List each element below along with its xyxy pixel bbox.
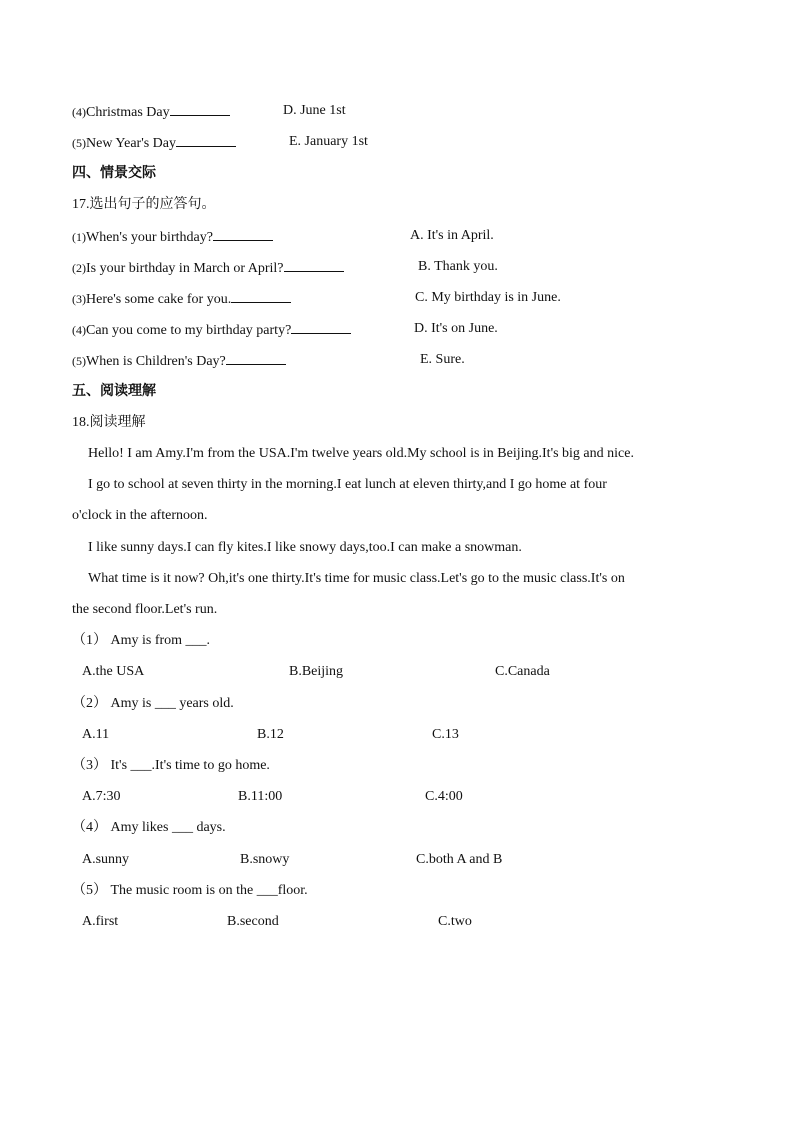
option-a[interactable]: A.7:30	[82, 789, 121, 804]
matching-option-e: E. January 1st	[289, 134, 368, 149]
answer-blank[interactable]	[176, 133, 236, 147]
option-c[interactable]: C.both A and B	[416, 852, 503, 867]
passage-line: What time is it now? Oh,it's one thirty.It's time for music class.Let's go to the music class.It's on	[88, 571, 625, 586]
dialog-item-4: (4)Can you come to my birthday party?	[72, 320, 351, 338]
reading-question-1: （1） Amy is from ___.	[72, 633, 211, 648]
option-a[interactable]: A.the USA	[82, 664, 145, 679]
section-title: 五、阅读理解	[72, 383, 156, 399]
answer-blank[interactable]	[291, 320, 351, 334]
reply-option-a: A. It's in April.	[410, 228, 494, 243]
answer-blank[interactable]	[226, 351, 286, 365]
reading-question-5: （5） The music room is on the ___floor.	[72, 883, 308, 898]
dialog-item-2: (2)Is your birthday in March or April?	[72, 258, 344, 276]
passage-line: o'clock in the afternoon.	[72, 508, 208, 523]
reply-option-e: E. Sure.	[420, 352, 465, 367]
option-b[interactable]: B.snowy	[240, 852, 290, 867]
matching-option-d: D. June 1st	[283, 103, 346, 118]
option-c[interactable]: C.two	[438, 914, 472, 929]
question-title: 18.阅读理解	[72, 415, 146, 430]
reply-option-c: C. My birthday is in June.	[415, 290, 561, 305]
reply-option-d: D. It's on June.	[414, 321, 498, 336]
option-c[interactable]: C.13	[432, 727, 459, 742]
answer-blank[interactable]	[284, 258, 344, 272]
answer-blank[interactable]	[170, 102, 230, 116]
option-b[interactable]: B.Beijing	[289, 664, 344, 679]
option-b[interactable]: B.11:00	[238, 789, 283, 804]
option-b[interactable]: B.12	[257, 727, 284, 742]
passage-line: I like sunny days.I can fly kites.I like snowy days,too.I can make a snowman.	[88, 540, 522, 555]
option-a[interactable]: A.sunny	[82, 852, 130, 867]
answer-blank[interactable]	[213, 227, 273, 241]
passage-line: I go to school at seven thirty in the morning.I eat lunch at eleven thirty,and I go home at four	[88, 477, 607, 492]
dialog-item-3: (3)Here's some cake for you.	[72, 289, 291, 307]
option-a[interactable]: A.11	[82, 727, 110, 742]
option-a[interactable]: A.first	[82, 914, 119, 929]
dialog-item-5: (5)When is Children's Day?	[72, 351, 286, 369]
matching-item-4: (4)Christmas Day	[72, 102, 230, 120]
reading-question-2: （2） Amy is ___ years old.	[72, 696, 234, 711]
reading-question-3: （3） It's ___.It's time to go home.	[72, 758, 270, 773]
section-title: 四、情景交际	[72, 165, 156, 181]
passage-line: Hello! I am Amy.I'm from the USA.I'm twelve years old.My school is in Beijing.It's big and nice.	[88, 446, 634, 461]
option-c[interactable]: C.Canada	[495, 664, 550, 679]
matching-item-5: (5)New Year's Day	[72, 133, 236, 151]
question-title: 17.选出句子的应答句。	[72, 197, 216, 212]
passage-line: the second floor.Let's run.	[72, 602, 218, 617]
option-b[interactable]: B.second	[227, 914, 279, 929]
option-c[interactable]: C.4:00	[425, 789, 463, 804]
reading-question-4: （4） Amy likes ___ days.	[72, 820, 226, 835]
answer-blank[interactable]	[231, 289, 291, 303]
dialog-item-1: (1)When's your birthday?	[72, 227, 273, 245]
reply-option-b: B. Thank you.	[418, 259, 498, 274]
